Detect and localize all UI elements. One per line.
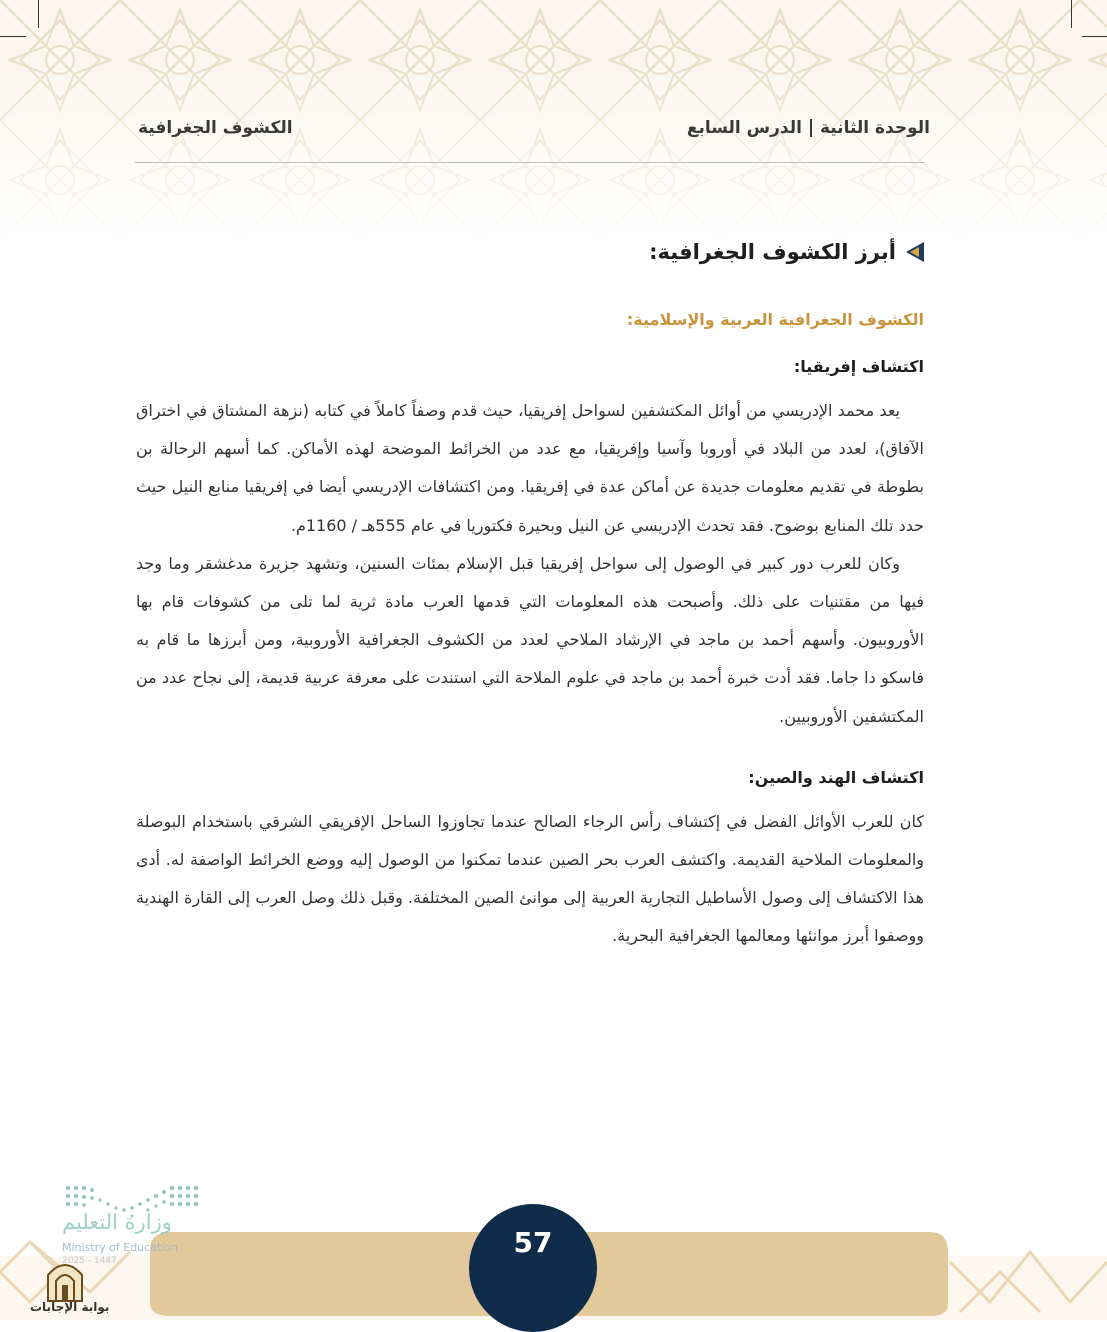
section-title <box>136 240 924 264</box>
watermark-text: بوابة الإجابات <box>30 1300 110 1314</box>
africa-heading: اكتشاف إفريقيا: <box>793 357 924 376</box>
india-china-paragraph: كان للعرب الأوائل الفضل في إكتشاف رأس الرجاء الصالح عندما تجاوزوا الساحل الإفريقي الشرقي باستخدام البوصلة والمعلومات الملاحية القديمة. واكتشف العرب بحر الصين عندما تمكنوا من الوصول إليه ووضع الخرائط الواصفة له. أدى هذا الاكتشاف إلى وصول الأساطيل التجارية العربية إلى موانئ الصين المختلفة. وقبل ذلك وصل العرب إلى القارة الهندية ووصفوا أبرز موانئها ومعالمها الجغرافية البحرية. <box>136 811 924 946</box>
crop-mark <box>1082 36 1107 37</box>
india-china-heading: اكتشاف الهند والصين: <box>748 767 924 787</box>
header-unit: الوحدة الثانية <box>819 118 930 138</box>
crop-mark <box>0 36 26 37</box>
main-content <box>136 240 924 956</box>
header-unit-lesson <box>687 118 930 138</box>
header-separator <box>810 119 812 137</box>
ministry-name-en: Ministry of Education <box>62 1241 179 1254</box>
running-header <box>130 112 930 152</box>
africa-paragraph-1: يعد محمد الإدريسي من أوائل المكتشفين لسواحل إفريقيا، حيث قدم وصفاً كاملاً في كتابه (نزهة المشتاق في اختراق الآفاق)، لعدد من البلاد في أوروبا وآسيا وإفريقيا، مع عدد من الخرائط الموضحة لهذه الأماكن. كما أسهم الرحالة بن بطوطة في تقديم معلومات جديدة عن أماكن عدة في إفريقيا. ومن اكتشافات الإدريسي أيضا في إفريقيا منابع النيل حيث حدد تلك المنابع بوضوح. فقد تحدث الإدريسي عن النيل وبحيرة فكتوريا في عام 555هـ / 1160م. <box>136 401 924 535</box>
header-divider <box>135 162 925 163</box>
section-title-text: أبرز الكشوف الجغرافية: <box>649 240 896 264</box>
crop-mark <box>38 0 39 28</box>
header-lesson: الدرس السابع <box>686 118 802 138</box>
triangle-bullet-icon <box>906 242 924 262</box>
section-subtitle: الكشوف الجغرافية العربية والإسلامية: <box>626 310 924 329</box>
page-number-badge <box>469 1204 597 1332</box>
gate-icon <box>40 1255 90 1305</box>
page-number: 57 <box>513 1226 553 1259</box>
header-topic: الكشوف الجغرافية <box>138 118 293 138</box>
africa-paragraph-2: وكان للعرب دور كبير في الوصول إلى سواحل إفريقيا قبل الإسلام بمئات السنين، وتشهد جزيرة مدغشقر وما وجد فيها من مقتنيات على ذلك. وأصبحت هذه المعلومات التي قدمها العرب مادة ثرية لما تلى من كشوفات قام بها الأوروبيون. وأسهم أحمد بن ماجد في الإرشاد الملاحي لعدد من الكشوف الجغرافية الأوروبية، ومن أبرزها ما قام به فاسكو دا جاما. فقد أدت خبرة أحمد بن ماجد في علوم الملاحة التي استندت على معرفة عربية قديمة، إلى نجاح عدد من المكتشفين الأوروبيين. <box>136 553 924 726</box>
crop-mark <box>1071 0 1072 28</box>
ministry-name-ar: وزارة التعليم <box>62 1210 172 1234</box>
ministry-year: 2025 - 1447 <box>62 1256 117 1266</box>
